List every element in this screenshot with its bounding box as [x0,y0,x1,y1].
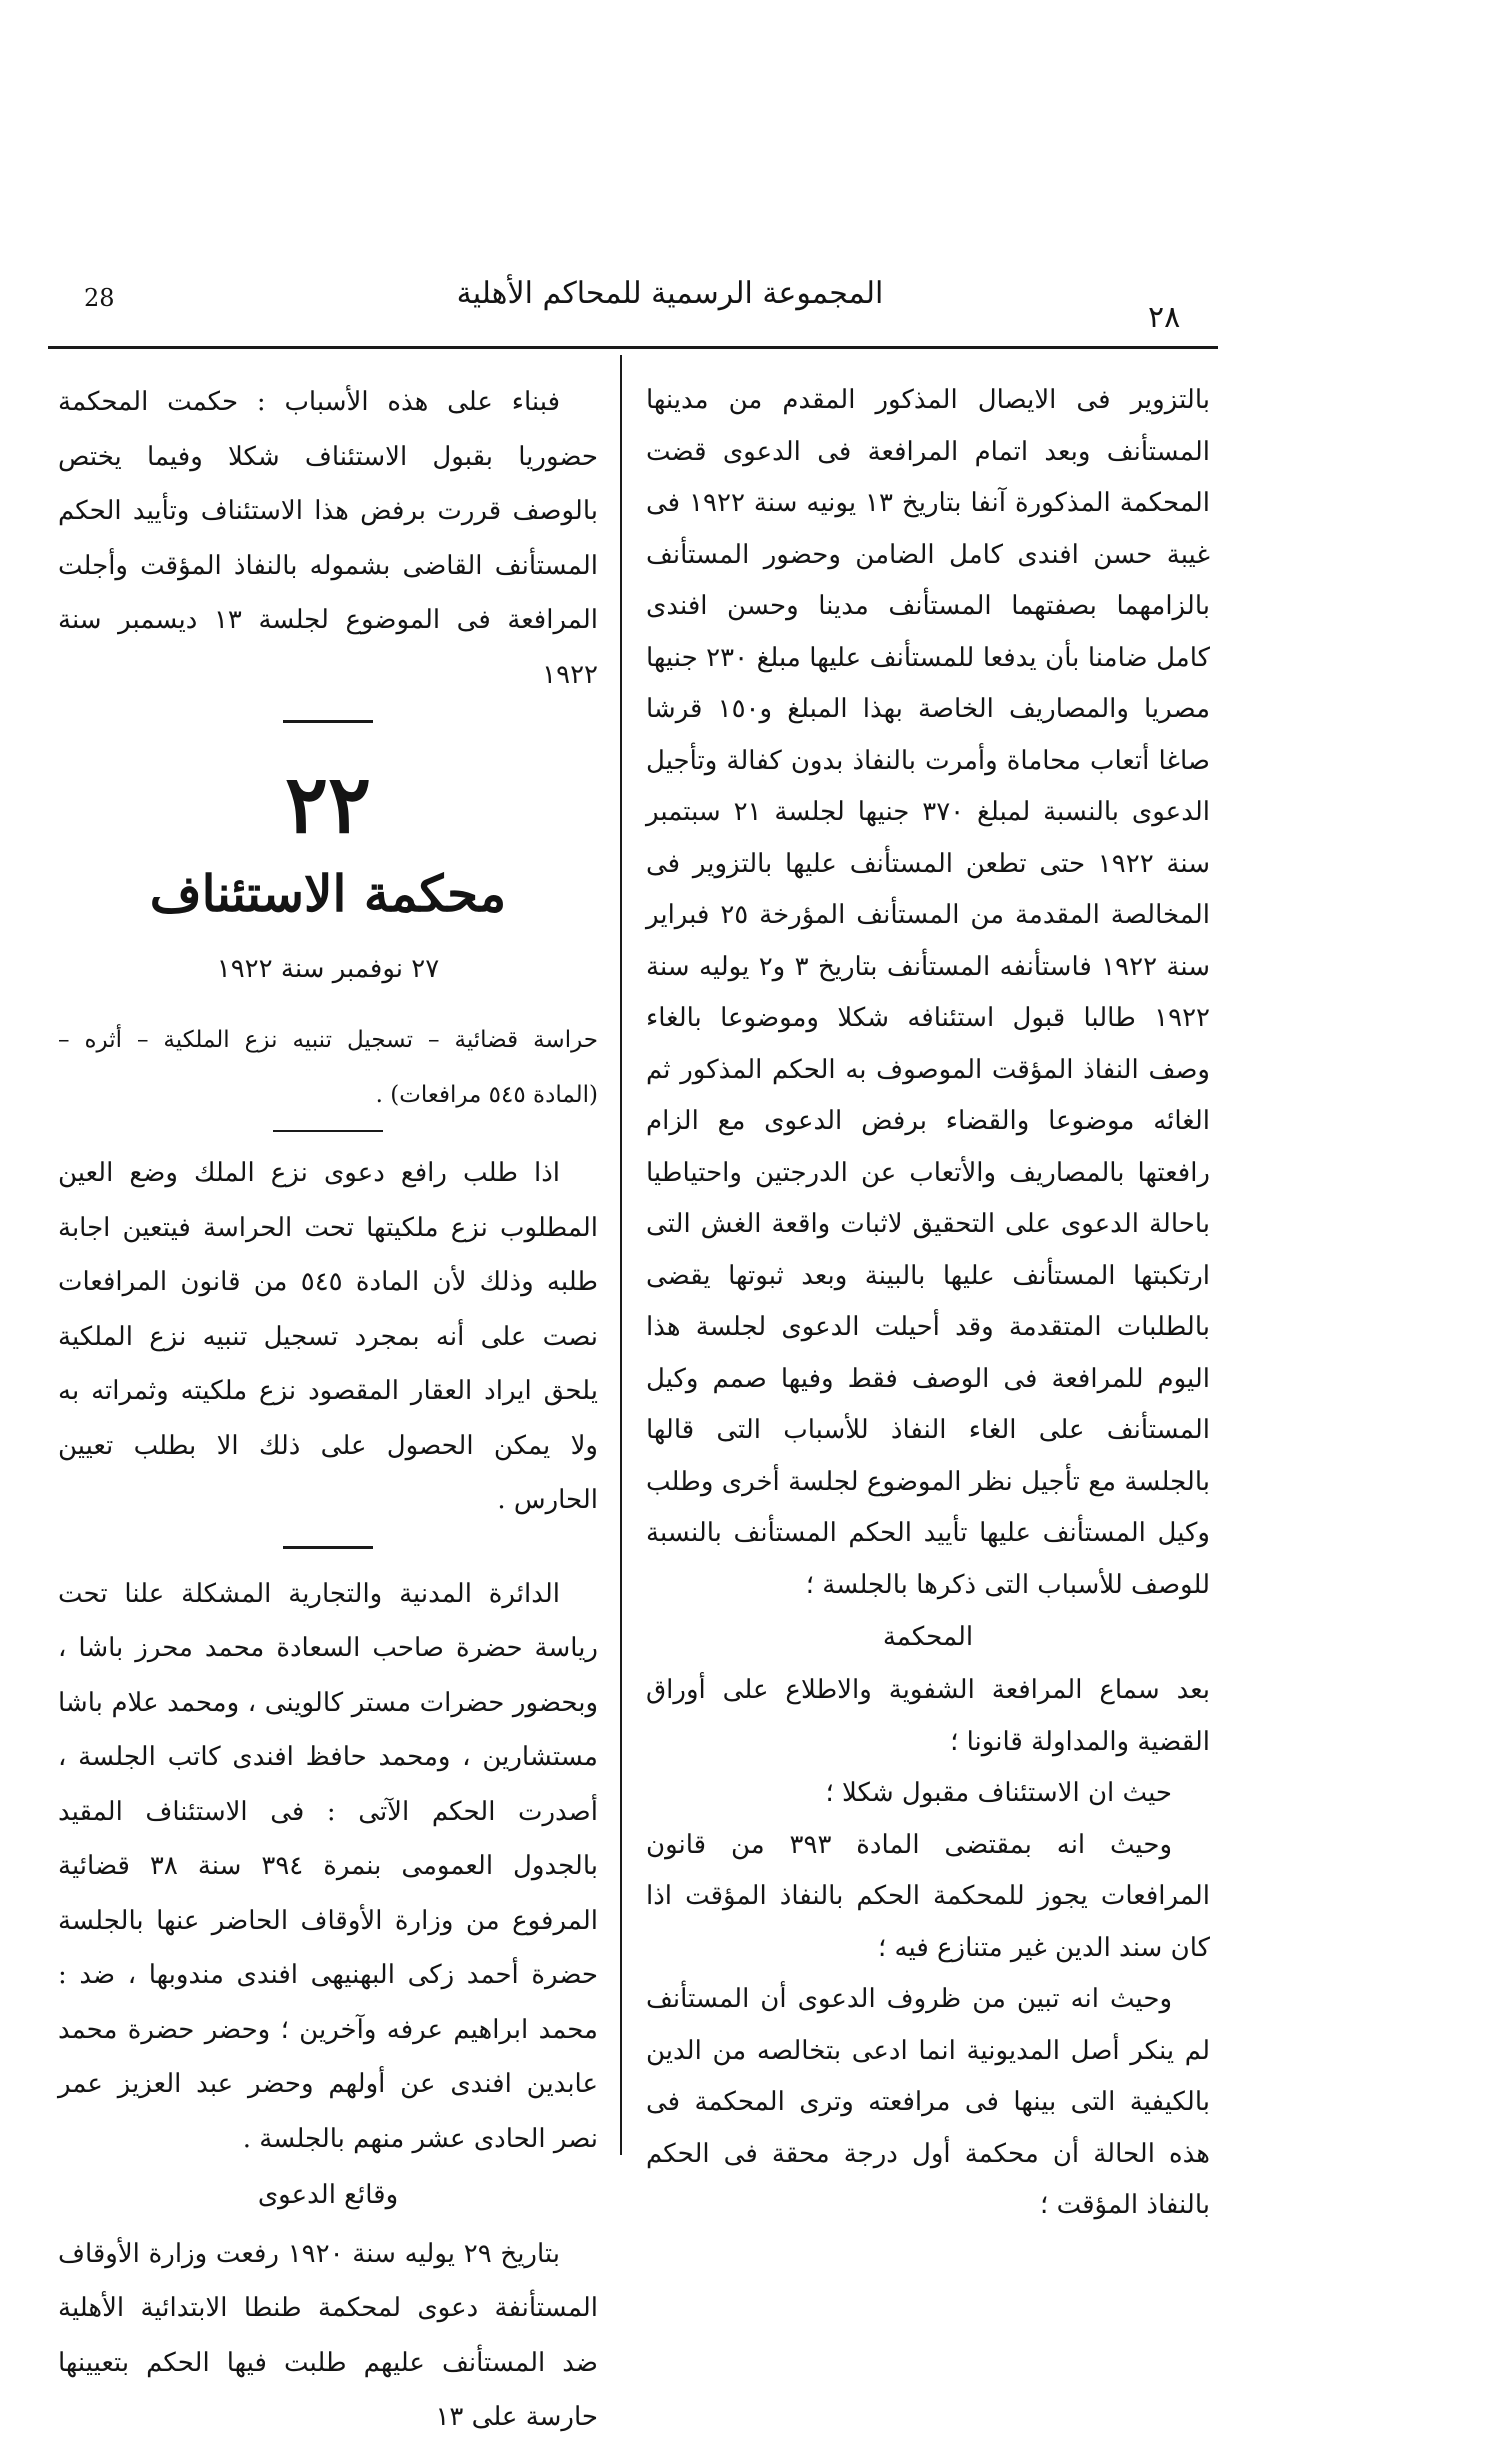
case-summary: اذا طلب رافع دعوى نزع الملك وضع العين المطلوب نزع ملكيتها تحت الحراسة فيتعين اجابة طلبه وذلك لأن المادة ٥٤٥ من قانون المرافعات نصت على أنه بمجرد تسجيل تنبيه نزع الملكية يلحق ايراد العقار المقصود نزع ملكيته وثمراته به ولا يمكن الحصول على ذلك الا بطلب تعيين الحارس . [58,1158,598,1515]
right-column [646,375,1210,2232]
header-rule [48,346,1218,349]
paragraph-judgment-history: بالتزوير فى الايصال المذكور المقدم من مدينها المستأنف وبعد اتمام المرافعة فى الدعوى قضت المحكمة المذكورة آنفا بتاريخ ١٣ يونيه سنة ١٩٢٢ فى غيبة حسن افندى كامل الضامن وحضور المستأنف بالزامهما بصفتهما المستأنف مدينا وحسن افندى كامل ضامنا بأن يدفعا للمستأنف عليها مبلغ ٢٣٠ جنيها مصريا والمصاريف الخاصة بهذا المبلغ و١٥٠ قرشا صاغا أتعاب محاماة وأمرت بالنفاذ بدون كفالة وتأجيل الدعوى بالنسبة لمبلغ ٣٧٠ جنيها لجلسة ٢١ سبتمبر سنة ١٩٢٢ حتى تطعن المستأنف عليها بالتزوير فى المخالصة المقدمة من المستأنف المؤرخة ٢٥ فبراير سنة ١٩٢٢ فاستأنفه المستأنف بتاريخ ٣ و٢ يوليه سنة ١٩٢٢ طالبا قبول استئنافه شكلا وموضوعا بالغاء وصف النفاذ المؤقت الموصوف به الحكم المذكور ثم الغائه موضوعا والقضاء برفض الدعوى مع الزام رافعتها بالمصاريف والأتعاب عن الدرجتين واحتياطيا باحالة الدعوى على التحقيق لاثبات واقعة الغش التى ارتكبتها المستأنف عليها بالبينة وبعد ثبوتها يقضى بالطلبات المتقدمة وقد أحيلت الدعوى لجلسة هذا اليوم للمرافعة فى الوصف فقط وفيها صمم وكيل المستأنف على الغاء النفاذ للأسباب التى قالها بالجلسة مع تأجيل نظر الموضوع لجلسة أخرى وطلب وكيل المستأنف عليها تأييد الحكم المستأنف بالنسبة للوصف للأسباب التى ذكرها بالجلسة ؛ [646,385,1210,1600]
paragraph-article-393: وحيث انه بمقتضى المادة ٣٩٣ من قانون المرافعات يجوز للمحكمة الحكم بالنفاذ المؤقت اذا كان سند الدين غير متنازع فيه ؛ [646,1829,1210,1963]
court-section-heading: المحكمة [882,1622,974,1652]
facts-paragraph: بتاريخ ٢٩ يوليه سنة ١٩٢٠ رفعت وزارة الأوقاف المستأنفة دعوى لمحكمة طنطا الابتدائية الأهلية ضد المستأنف عليهم طلبت فيها الحكم بتعيينها حارسة على ١٣ [58,2238,598,2432]
facts-heading: وقائع الدعوى [257,2180,399,2210]
case-number: ٢٢ [285,757,371,851]
page-number-latin: 28 [84,284,115,312]
running-title: المجموعة الرسمية للمحاكم الأهلية [456,276,884,311]
left-column [58,375,598,2445]
case-keywords: حراسة قضائية – تسجيل تنبيه نزع الملكية – أثره – (المادة ٥٤٥ مرافعات) . [58,1027,598,1108]
paragraph-ruling: فبناء على هذه الأسباب : حكمت المحكمة حضوريا بقبول الاستئناف شكلا وفيما يختص بالوصف قررت برفض هذا الاستئناف وتأييد الحكم المستأنف القاضى بشموله بالنفاذ المؤقت وأجلت المرافعة فى الموضوع لجلسة ١٣ ديسمبر سنة ١٩٢٢ [58,387,598,690]
paragraph-deliberation: بعد سماع المرافعة الشفوية والاطلاع على أوراق القضية والمداولة قانونا ؛ [646,1675,1210,1757]
paragraph-reasoning: وحيث انه تبين من ظروف الدعوى أن المستأنف لم ينكر أصل المديونية انما ادعى بتخالصه من الدين بالكيفية التى بينها فى مرافعته وترى المحكمة فى هذه الحالة أن محكمة أول درجة محقة فى الحكم بالنفاذ المؤقت ؛ [646,1984,1210,2220]
paragraph-admissibility: حيث ان الاستئناف مقبول شكلا ؛ [825,1778,1172,1808]
court-name: محكمة الاستئناف [149,864,507,923]
court-panel: الدائرة المدنية والتجارية المشكلة علنا تحت رياسة حضرة صاحب السعادة محمد محرز باشا ، وبحضور حضرات مستر كالوينى ، ومحمد علام باشا مستشارين ، ومحمد حافظ افندى كاتب الجلسة ، أصدرت الحكم الآتى : فى الاستئناف المقيد بالجدول العمومى بنمرة ٣٩٤ سنة ٣٨ قضائية المرفوع من وزارة الأوقاف الحاضر عنها بالجلسة حضرة أحمد زكى البهنيهى افندى مندوبها ، ضد : محمد ابراهيم عرفه وآخرين ؛ وحضر حضرة محمد عابدين افندى عن أولهم وحضر عبد العزيز عمر نصر الحادى عشر منهم بالجلسة . [58,1578,598,2154]
page-number-arabic: ٢٨ [1148,300,1181,335]
case-date: ٢٧ نوفمبر سنة ١٩٢٢ [216,954,440,984]
section-separator-2 [283,1546,373,1549]
keywords-separator [273,1130,383,1132]
section-separator [283,720,373,723]
column-divider [620,355,622,2155]
